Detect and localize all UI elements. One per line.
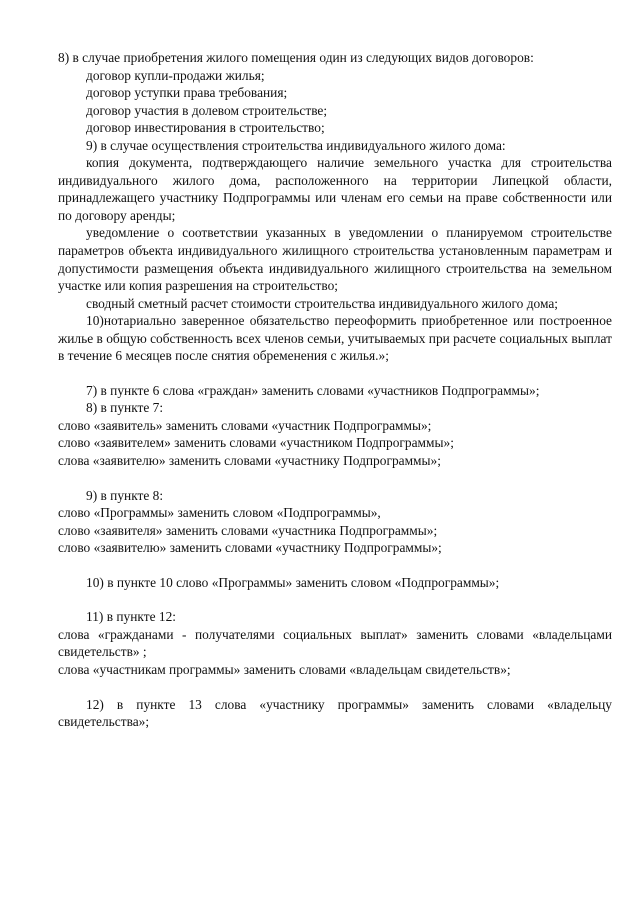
- paragraph-item-11-a: [58, 626, 612, 661]
- paragraph-text: копия документа, подтверждающего наличие земельного участка для строительства индивидуального жилого дома, расположенного на территории Липецкой области, принадлежащего участнику Подпрограммы или членам его семьи на праве собственности или по договору аренды;: [58, 155, 612, 223]
- paragraph-text: 7) в пункте 6 слова «граждан» заменить словами «участников Подпрограммы»;: [86, 382, 540, 398]
- paragraph-text: слово «заявителю» заменить словами «участнику Подпрограммы»;: [58, 540, 442, 556]
- paragraph-contract-investment: [58, 119, 612, 137]
- paragraph-text: слова «заявителю» заменить словами «участнику Подпрограммы»;: [58, 453, 441, 469]
- paragraph-item-8-a: [58, 417, 612, 435]
- paragraph-notification: [58, 224, 612, 294]
- spacer: [58, 470, 612, 487]
- paragraph-text: слова «гражданами - получателями социальных выплат» заменить словами «владельцами свидетельств» ;: [58, 626, 612, 660]
- paragraph-item-8-b: [58, 434, 612, 452]
- paragraph-item-11-b: [58, 661, 612, 679]
- paragraph-estimate: [58, 295, 612, 313]
- paragraph-text: слово «заявитель» заменить словами «участник Подпрограммы»;: [58, 417, 432, 433]
- paragraph-item-9-b: [58, 522, 612, 540]
- paragraph-land-copy: [58, 154, 612, 224]
- paragraph-text: слова «участникам программы» заменить словами «владельцам свидетельств»;: [58, 661, 511, 677]
- paragraph-item-9: [58, 487, 612, 505]
- paragraph-text: 9) в случае осуществления строительства индивидуального жилого дома:: [86, 137, 506, 153]
- paragraph-text: слово «Программы» заменить словом «Подпрограммы»,: [58, 505, 381, 521]
- paragraph-text: сводный сметный расчет стоимости строительства индивидуального жилого дома;: [86, 295, 559, 311]
- paragraph-item-8-c: [58, 452, 612, 470]
- paragraph-text: 9) в пункте 8:: [86, 487, 164, 503]
- paragraph-item-9-c: [58, 539, 612, 557]
- paragraph-text: 10)нотариально заверенное обязательство переоформить приобретенное или построенное жилье в общую собственность всех членов семьи, учитываемых при расчете социальных выплат в течение 6 месяцев после снятия обременения с жилья.»;: [58, 313, 612, 364]
- paragraph-text: слово «заявителя» заменить словами «участника Подпрограммы»;: [58, 522, 438, 538]
- paragraph-text: слово «заявителем» заменить словами «участником Подпрограммы»;: [58, 435, 454, 451]
- spacer: [58, 365, 612, 382]
- paragraph-text: договор купли-продажи жилья;: [86, 67, 265, 83]
- paragraph-10-obligation: [58, 312, 612, 365]
- paragraph-text: 10) в пункте 10 слово «Программы» заменить словом «Подпрограммы»;: [86, 574, 500, 590]
- paragraph-contract-shared: [58, 102, 612, 120]
- paragraph-text: уведомление о соответствии указанных в уведомлении о планируемом строительстве параметров объекта индивидуального жилищного строительства установленным параметрам и допустимости размещения объекта индивидуального жилищного строительства на земельном участке или копия разрешения на строительство;: [58, 225, 612, 294]
- paragraph-text: договор инвестирования в строительство;: [86, 120, 325, 136]
- spacer: [58, 591, 612, 608]
- paragraph-item-7: [58, 382, 612, 400]
- paragraph-item-8: [58, 399, 612, 417]
- paragraph-contract-assignment: [58, 84, 612, 102]
- paragraph-item-11: [58, 608, 612, 626]
- paragraph-9: [58, 137, 612, 155]
- paragraph-contract-sale: [58, 67, 612, 85]
- spacer: [58, 557, 612, 574]
- paragraph-text: договор уступки права требования;: [86, 85, 288, 101]
- paragraph-text: 12) в пункте 13 слова «участнику программы» заменить словами «владельцу свидетельства»;: [58, 696, 612, 730]
- paragraph-8: [58, 49, 612, 67]
- paragraph-text: 8) в пункте 7:: [86, 400, 164, 416]
- paragraph-text: договор участия в долевом строительстве;: [86, 102, 328, 118]
- paragraph-item-10: [58, 574, 612, 592]
- paragraph-text: 8) в случае приобретения жилого помещения один из следующих видов договоров:: [58, 50, 534, 65]
- paragraph-item-12: [58, 696, 612, 731]
- paragraph-item-9-a: [58, 504, 612, 522]
- spacer: [58, 679, 612, 696]
- document-body: [58, 49, 612, 731]
- paragraph-text: 11) в пункте 12:: [86, 609, 176, 625]
